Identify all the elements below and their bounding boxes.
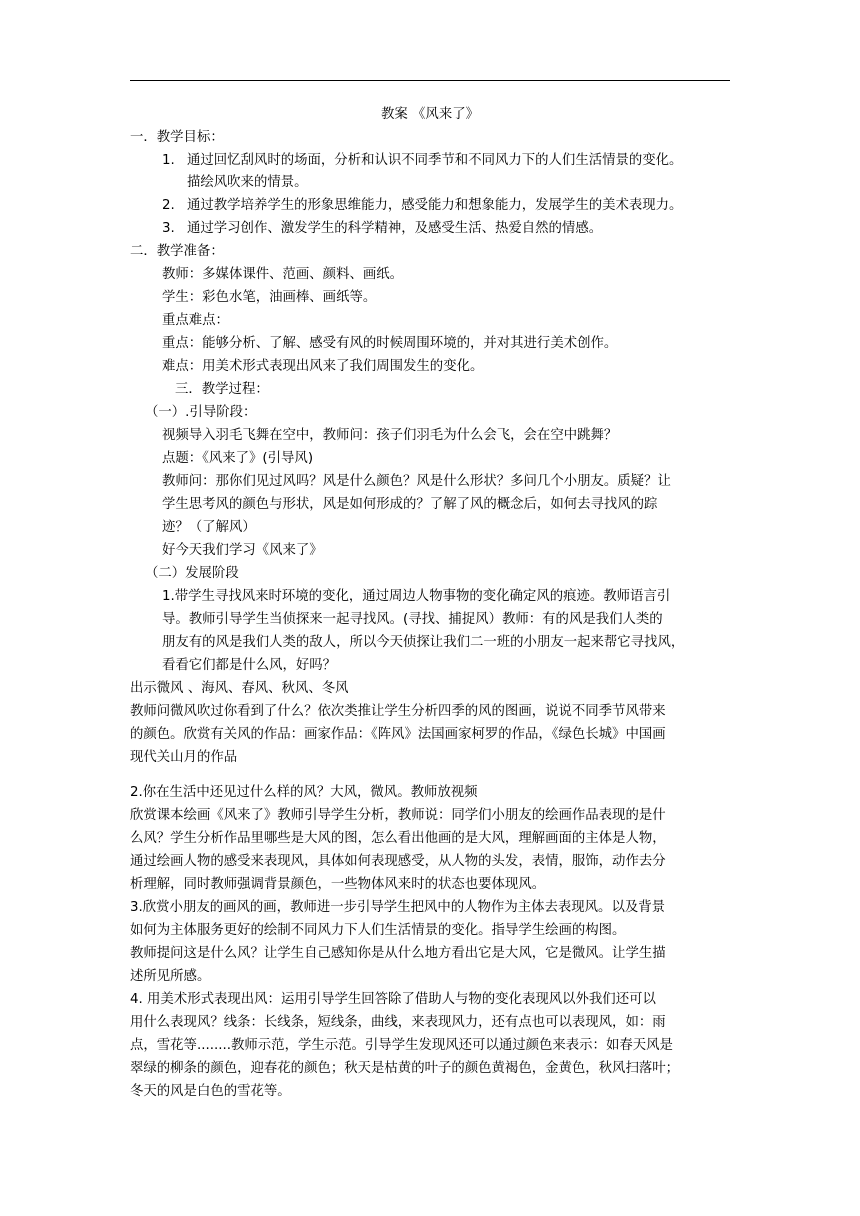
paragraph-line: 现代关山月的作品 <box>130 750 238 765</box>
paragraph-line: 通过学习创作、激发学生的科学精神，及感受生活、热爱自然的情感。 <box>187 221 603 236</box>
list-number: 3. <box>162 221 175 236</box>
paragraph-line: 重点难点： <box>162 313 229 328</box>
paragraph-line: 视频导入羽毛飞舞在空中，教师问：孩子们羽毛为什么会飞，会在空中跳舞？ <box>162 428 618 443</box>
paragraph-line: 教师：多媒体课件、范画、颜料、画纸。 <box>162 267 404 282</box>
paragraph-line: 通过教学培养学生的形象思维能力，感受能力和想象能力，发展学生的美术表现力。 <box>187 198 683 213</box>
paragraph-line: 2.你在生活中还见过什么样的风？大风，微风。教师放视频 <box>130 785 478 800</box>
paragraph-line: 3.欣赏小朋友的画风的画，教师进一步引导学生把风中的人物作为主体去表现风。以及背景 <box>130 900 666 915</box>
paragraph-line: 如何为主体服务更好的绘制不同风力下人们生活情景的变化。指导学生绘画的构图。 <box>130 923 626 938</box>
paragraph-line: 析理解，同时教师强调背景颜色，一些物体风来时的状态也要体现风。 <box>130 877 546 892</box>
list-number: 2. <box>162 198 175 213</box>
paragraph-line: 好今天我们学习《风来了》 <box>162 543 323 558</box>
section-heading-prep: 二．教学准备： <box>130 244 224 259</box>
paragraph-line: 冬天的风是白色的雪花等。 <box>130 1084 291 1099</box>
paragraph-line: 翠绿的柳条的颜色，迎春花的颜色；秋天是枯黄的叶子的颜色黄褐色，金黄色，秋风扫落叶； <box>130 1061 680 1076</box>
paragraph-line: 朋友有的风是我们人类的敌人，所以今天侦探让我们二一班的小朋友一起来帮它寻找风， <box>162 635 685 650</box>
paragraph-line: 描绘风吹来的情景。 <box>187 175 308 190</box>
paragraph-line: 教师提问这是什么风？让学生自己感知你是从什么地方看出它是大风，它是微风。让学生描 <box>130 946 666 961</box>
list-number: 1. <box>162 153 175 168</box>
paragraph-line: 欣赏课本绘画《风来了》教师引导学生分析，教师说：同学们小朋友的绘画作品表现的是什 <box>130 808 666 823</box>
paragraph-line: 教师问微风吹过你看到了什么？依次类推让学生分析四季的风的图画，说说不同季节风带来 <box>130 704 666 719</box>
paragraph-line: 点，雪花等........教师示范，学生示范。引导学生发现风还可以通过颜色来表示：如春天风是 <box>130 1038 673 1053</box>
paragraph-line: 点题：《风来了》(引导风) <box>162 451 314 466</box>
paragraph-line: 重点：能够分析、了解、感受有风的时候周围环境的，并对其进行美术创作。 <box>162 336 618 351</box>
paragraph-line: 迹？（了解风） <box>162 520 256 535</box>
paragraph-line: 导。教师引导学生当侦探来一起寻找风。(寻找、捕捉风）教师：有的风是我们人类的 <box>162 612 663 627</box>
paragraph-line: 通过回忆刮风时的场面，分析和认识不同季节和不同风力下的人们生活情景的变化。 <box>187 153 683 168</box>
paragraph-line: 教师问：那你们见过风吗？风是什么颜色？风是什么形状？多问几个小朋友。质疑？让 <box>162 474 671 489</box>
header-rule <box>130 80 730 81</box>
paragraph-line: 难点：用美术形式表现出风来了我们周围发生的变化。 <box>162 359 484 374</box>
document-title: 教案 《风来了》 <box>381 107 479 122</box>
paragraph-line: 述所见所感。 <box>130 969 211 984</box>
paragraph-line: 4. 用美术形式表现出风：运用引导学生回答除了借助人与物的变化表现风以外我们还可以 <box>130 992 656 1007</box>
subsection-heading: （二）发展阶段 <box>145 566 239 581</box>
paragraph-line: 么风？学生分析作品里哪些是大风的图，怎么看出他画的是大风，理解画面的主体是人物， <box>130 831 666 846</box>
paragraph-line: 看看它们都是什么风，好吗？ <box>162 658 337 673</box>
paragraph-line: 用什么表现风？线条：长线条，短线条，曲线，来表现风力，还有点也可以表现风，如：雨 <box>130 1015 666 1030</box>
paragraph-line: 学生：彩色水笔，油画棒、画纸等。 <box>162 290 377 305</box>
paragraph-line: 的颜色。欣赏有关风的作品：画家作品：《阵风》法国画家柯罗的作品，《绿色长城》中国画 <box>130 727 666 742</box>
paragraph-line: 1.带学生寻找风来时环境的变化，通过周边人物事物的变化确定风的痕迹。教师语言引 <box>162 589 671 604</box>
section-heading-goals: 一．教学目标： <box>130 130 224 145</box>
paragraph-line: 出示微风 、海风、春风、秋风、冬风 <box>130 681 349 696</box>
paragraph-line: 学生思考风的颜色与形状，风是如何形成的？了解了风的概念后，如何去寻找风的踪 <box>162 497 658 512</box>
subsection-heading: （一）.引导阶段： <box>145 405 257 420</box>
paragraph-line: 通过绘画人物的感受来表现风，具体如何表现感受，从人物的头发，表情，服饰，动作去分 <box>130 854 666 869</box>
section-heading-process: 三．教学过程： <box>175 382 269 397</box>
